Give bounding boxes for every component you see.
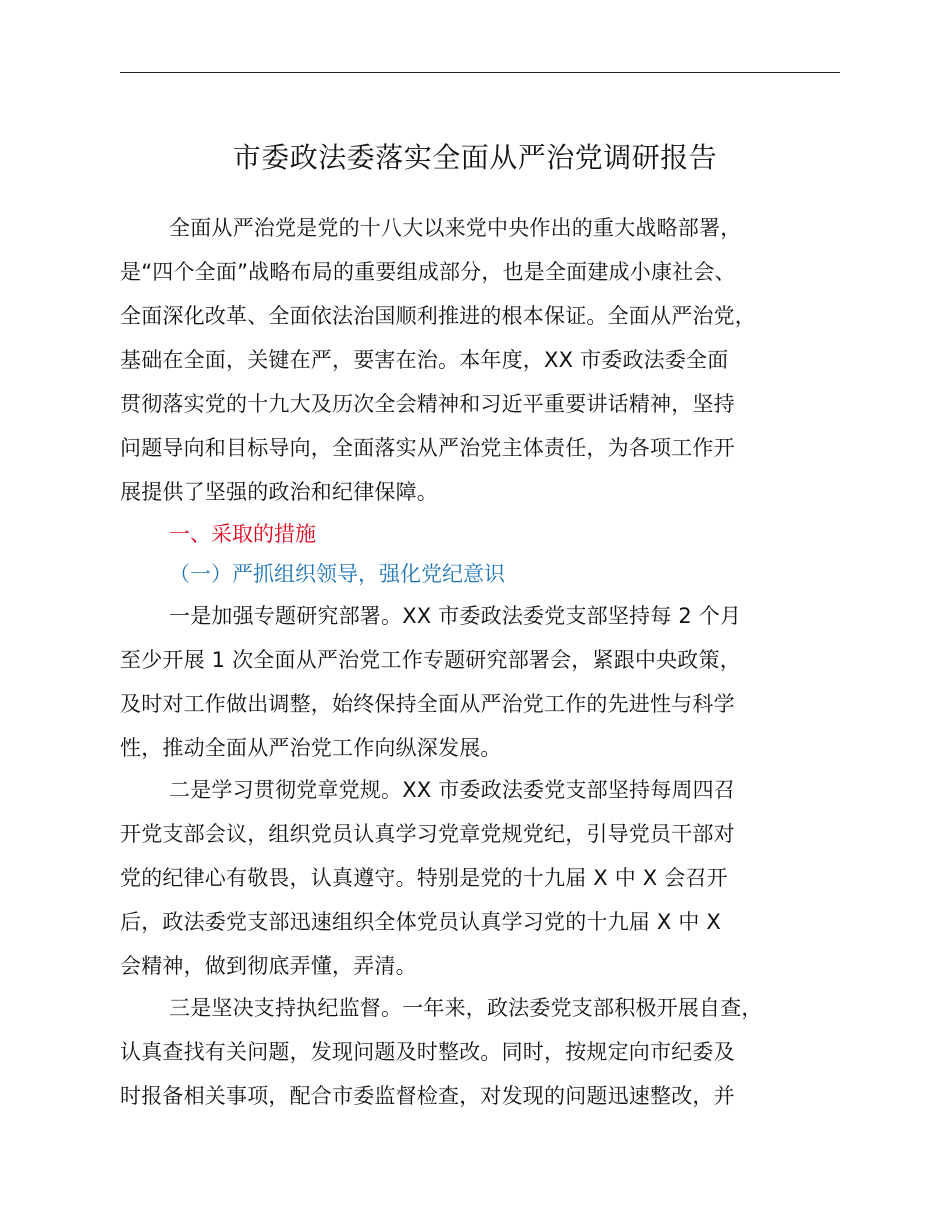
intro-line: 展提供了坚强的政治和纪律保障。 <box>120 480 438 504</box>
paragraph-line: 一是加强专题研究部署。XX 市委政法委党支部坚持每 2 个月 <box>169 604 742 628</box>
document-title: 市委政法委落实全面从严治党调研报告 <box>232 141 718 174</box>
paragraph-line: 时报备相关事项，配合市委监督检查，对发现的问题迅速整改，并 <box>120 1084 735 1108</box>
paragraph-line: 及时对工作做出调整，始终保持全面从严治党工作的先进性与科学 <box>120 692 735 716</box>
intro-line: 基础在全面，关键在严，要害在治。本年度，XX 市委政法委全面 <box>120 348 729 372</box>
intro-line: 问题导向和目标导向，全面落实从严治党主体责任，为各项工作开 <box>120 436 735 460</box>
paragraph-line: 开党支部会议，组织党员认真学习党章党规党纪，引导党员干部对 <box>120 822 735 846</box>
intro-line: 贯彻落实党的十九大及历次全会精神和习近平重要讲话精神，坚持 <box>120 392 735 416</box>
subsection-heading: （一）严抓组织领导，强化党纪意识 <box>169 562 505 586</box>
intro-line: 全面深化改革、全面依法治国顺利推进的根本保证。全面从严治党， <box>120 304 756 328</box>
paragraph-line: 至少开展 1 次全面从严治党工作专题研究部署会，紧跟中央政策， <box>120 648 741 672</box>
paragraph-line: 性，推动全面从严治党工作向纵深发展。 <box>120 736 502 760</box>
paragraph-line: 后，政法委党支部迅速组织全体党员认真学习党的十九届 X 中 X <box>120 910 721 934</box>
intro-line: 全面从严治党是党的十八大以来党中央作出的重大战略部署， <box>169 216 742 240</box>
paragraph-line: 会精神，做到彻底弄懂，弄清。 <box>120 954 417 978</box>
paragraph-line: 认真查找有关问题，发现问题及时整改。同时，按规定向市纪委及 <box>120 1040 735 1064</box>
intro-line: 是“四个全面”战略布局的重要组成部分，也是全面建成小康社会、 <box>120 260 736 284</box>
header-rule <box>120 72 840 73</box>
paragraph-line: 二是学习贯彻党章党规。XX 市委政法委党支部坚持每周四召 <box>169 778 736 802</box>
section-heading: 一、采取的措施 <box>169 522 316 546</box>
paragraph-line: 党的纪律心有敬畏，认真遵守。特别是党的十九届 X 中 X 会召开 <box>120 866 728 890</box>
paragraph-line: 三是坚决支持执纪监督。一年来，政法委党支部积极开展自查， <box>169 996 763 1020</box>
